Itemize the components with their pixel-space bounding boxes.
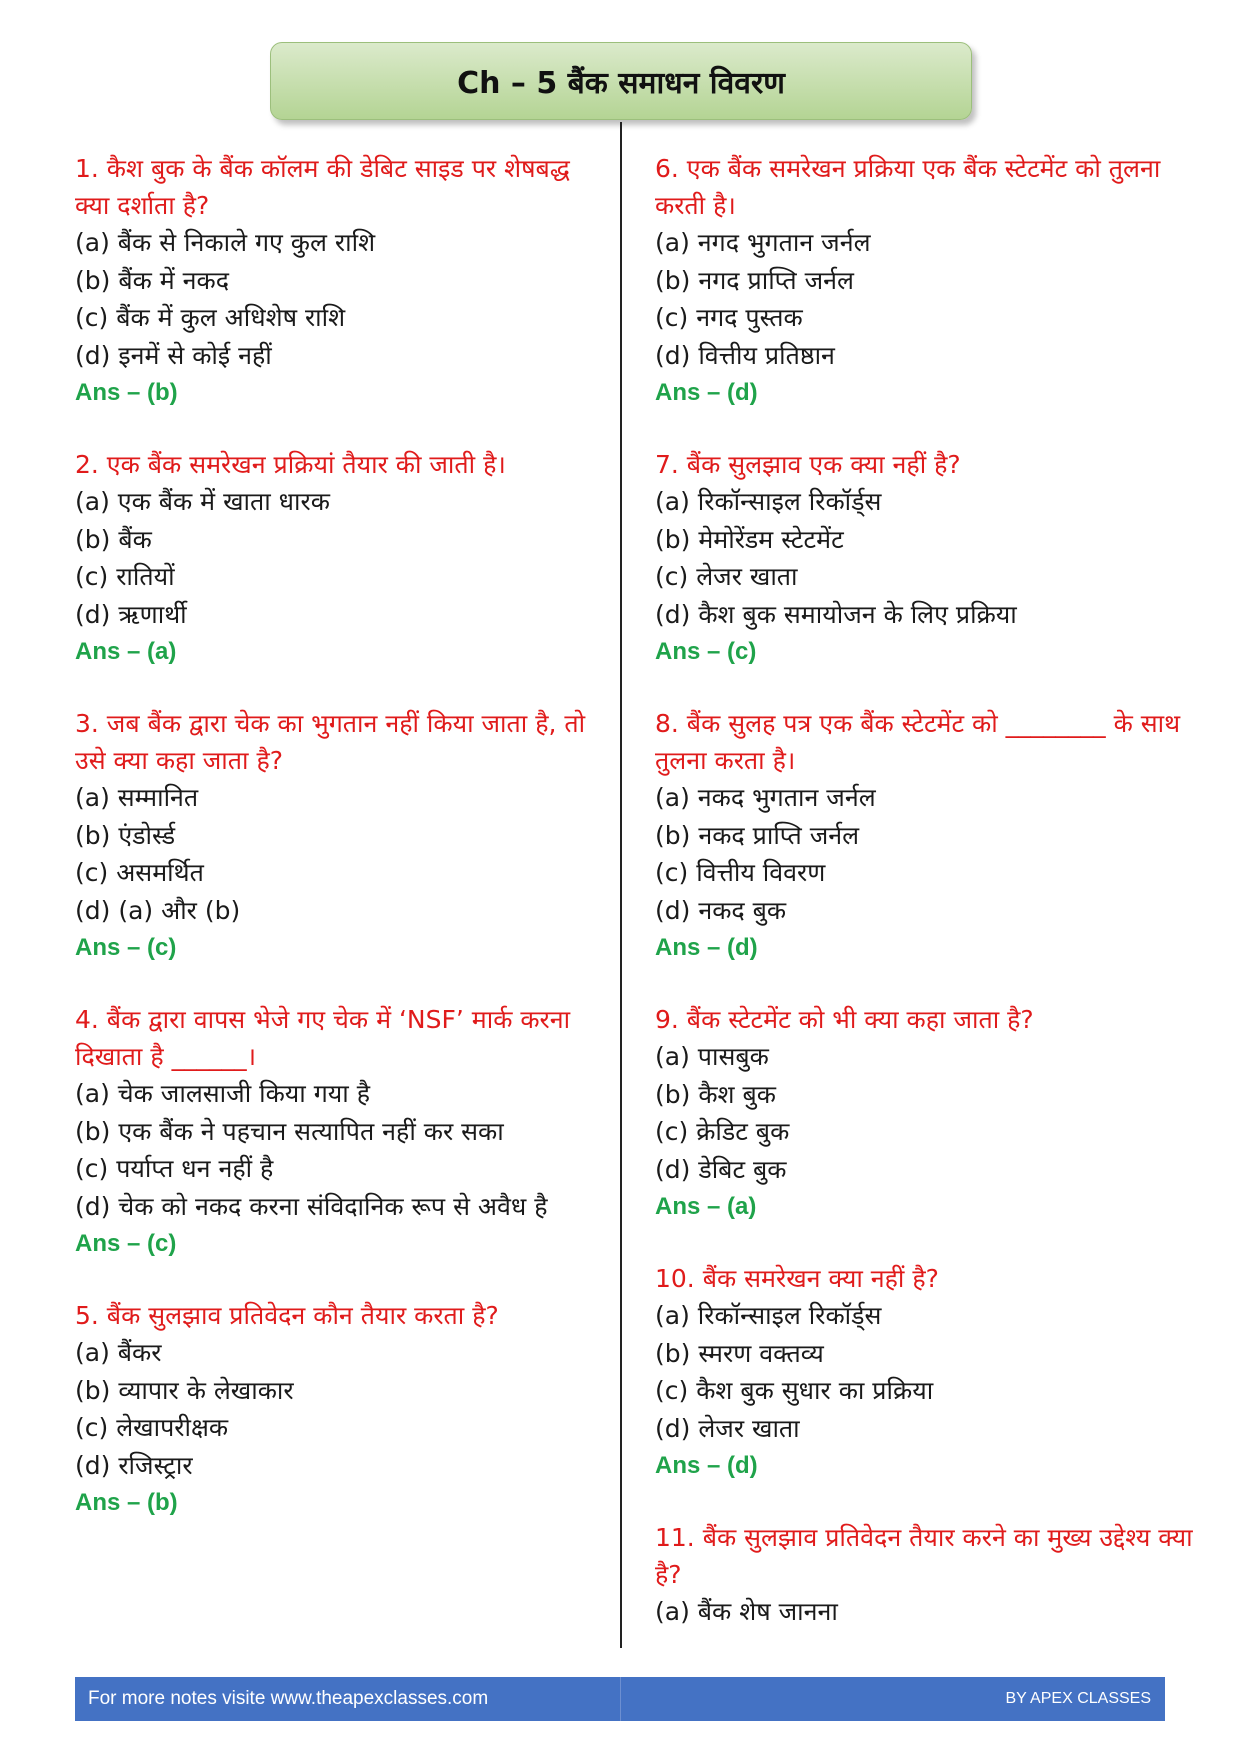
question-text: 9. बैंक स्टेटमेंट को भी क्या कहा जाता है?	[655, 1005, 1034, 1034]
correct-answer: Ans – (c)	[75, 1230, 177, 1257]
answer-option: (d) डेबिट बुक	[655, 1154, 787, 1184]
correct-answer: Ans – (b)	[75, 379, 178, 406]
answer-option: (b) व्यापार के लेखाकार	[75, 1375, 294, 1405]
answer-option: (b) कैश बुक	[655, 1079, 776, 1109]
answer-option: (c) कैश बुक सुधार का प्रक्रिया	[655, 1376, 934, 1405]
answer-option: (a) रिकॉन्साइल रिकॉर्ड्स	[655, 1301, 882, 1330]
answer-option: (b) मेमोरेंडम स्टेटमेंट	[655, 524, 844, 554]
question-text: 5. बैंक सुलझाव प्रतिवेदन कौन तैयार करता है?	[75, 1301, 499, 1330]
answer-option: (d) कैश बुक समायोजन के लिए प्रक्रिया	[655, 599, 1017, 629]
question-block	[75, 1001, 605, 1263]
correct-answer: Ans – (b)	[75, 1489, 178, 1516]
answer-option: (c) पर्याप्त धन नहीं है	[75, 1154, 274, 1183]
answer-option: (d) नकद बुक	[655, 895, 787, 925]
question-block	[75, 705, 605, 967]
question-block	[75, 1297, 605, 1522]
chapter-title: Ch – 5 बैंक समाधन विवरण	[457, 65, 785, 101]
question-block	[655, 1519, 1195, 1631]
answer-option: (d) इनमें से कोई नहीं	[75, 340, 272, 370]
answer-option: (d) लेजर खाता	[655, 1413, 800, 1443]
answer-option: (c) बैंक में कुल अधिशेष राशि	[75, 303, 346, 332]
answer-option: (d) रजिस्ट्रार	[75, 1450, 193, 1480]
answer-option: (a) सम्मानित	[75, 783, 199, 812]
correct-answer: Ans – (a)	[655, 1193, 757, 1220]
answer-option: (b) स्मरण वक्तव्य	[655, 1338, 824, 1368]
answer-option: (c) रातियों	[75, 562, 175, 591]
question-block	[655, 150, 1195, 412]
question-block	[75, 150, 605, 412]
question-text: 6. एक बैंक समरेखन प्रक्रिया एक बैंक स्टेटमेंट को तुलना करती है।	[655, 154, 1161, 220]
footer-divider	[620, 1677, 621, 1721]
answer-option: (d) चेक को नकद करना संविदानिक रूप से अवैध है	[75, 1191, 548, 1221]
answer-option: (c) लेखापरीक्षक	[75, 1413, 229, 1442]
answer-option: (b) नगद प्राप्ति जर्नल	[655, 265, 854, 295]
answer-option: (b) बैंक	[75, 524, 152, 554]
question-text: 8. बैंक सुलह पत्र एक बैंक स्टेटमेंट को ________ के साथ तुलना करता है।	[655, 709, 1181, 775]
question-block	[75, 446, 605, 671]
answer-option: (c) नगद पुस्तक	[655, 303, 803, 332]
answer-option: (c) वित्तीय विवरण	[655, 858, 826, 887]
question-text: 1. कैश बुक के बैंक कॉलम की डेबिट साइड पर शेषबद्ध क्या दर्शाता है?	[75, 154, 570, 220]
answer-option: (b) नकद प्राप्ति जर्नल	[655, 820, 860, 850]
column-divider	[620, 122, 622, 1648]
answer-option: (c) क्रेडिट बुक	[655, 1117, 790, 1146]
left-column	[75, 150, 605, 1556]
answer-option: (d) वित्तीय प्रतिष्ठान	[655, 340, 835, 370]
question-text: 11. बैंक सुलझाव प्रतिवेदन तैयार करने का मुख्य उद्देश्य क्या है?	[655, 1523, 1193, 1589]
answer-option: (a) बैंकर	[75, 1338, 162, 1367]
correct-answer: Ans – (d)	[655, 1452, 758, 1479]
question-text: 4. बैंक द्वारा वापस भेजे गए चेक में ‘NSF’ मार्क करना दिखाता है ______।	[75, 1005, 571, 1071]
answer-option: (a) रिकॉन्साइल रिकॉर्ड्स	[655, 487, 882, 516]
correct-answer: Ans – (c)	[75, 934, 177, 961]
answer-option: (a) बैंक से निकाले गए कुल राशि	[75, 228, 376, 257]
chapter-title-box	[270, 42, 972, 120]
footer-brand-text: BY APEX CLASSES	[1005, 1690, 1151, 1707]
question-block	[655, 446, 1195, 671]
answer-option: (d) (a) और (b)	[75, 895, 241, 925]
answer-option: (a) चेक जालसाजी किया गया है	[75, 1079, 370, 1108]
question-block	[655, 705, 1195, 967]
answer-option: (a) बैंक शेष जानना	[655, 1597, 838, 1626]
answer-option: (a) एक बैंक में खाता धारक	[75, 487, 330, 516]
answer-option: (c) लेजर खाता	[655, 562, 798, 591]
answer-option: (d) ऋणार्थी	[75, 599, 187, 629]
correct-answer: Ans – (d)	[655, 379, 758, 406]
correct-answer: Ans – (a)	[75, 638, 177, 665]
question-text: 2. एक बैंक समरेखन प्रक्रियां तैयार की जाती है।	[75, 450, 506, 479]
answer-option: (a) नकद भुगतान जर्नल	[655, 783, 876, 812]
question-text: 10. बैंक समरेखन क्या नहीं है?	[655, 1264, 939, 1293]
answer-option: (c) असमर्थित	[75, 858, 204, 887]
right-column	[655, 150, 1195, 1665]
answer-option: (b) एक बैंक ने पहचान सत्यापित नहीं कर सका	[75, 1116, 504, 1146]
correct-answer: Ans – (c)	[655, 638, 757, 665]
correct-answer: Ans – (d)	[655, 934, 758, 961]
answer-option: (b) बैंक में नकद	[75, 265, 229, 295]
footer-website-text: For more notes visite www.theapexclasses.com	[88, 1688, 489, 1709]
answer-option: (a) नगद भुगतान जर्नल	[655, 228, 871, 257]
footer-bar	[75, 1677, 1165, 1721]
question-block	[655, 1260, 1195, 1485]
question-text: 3. जब बैंक द्वारा चेक का भुगतान नहीं किया जाता है, तो उसे क्या कहा जाता है?	[75, 709, 586, 775]
answer-option: (a) पासबुक	[655, 1042, 769, 1071]
question-text: 7. बैंक सुलझाव एक क्या नहीं है?	[655, 450, 961, 479]
question-block	[655, 1001, 1195, 1226]
answer-option: (b) एंडोर्स्ड	[75, 820, 176, 850]
